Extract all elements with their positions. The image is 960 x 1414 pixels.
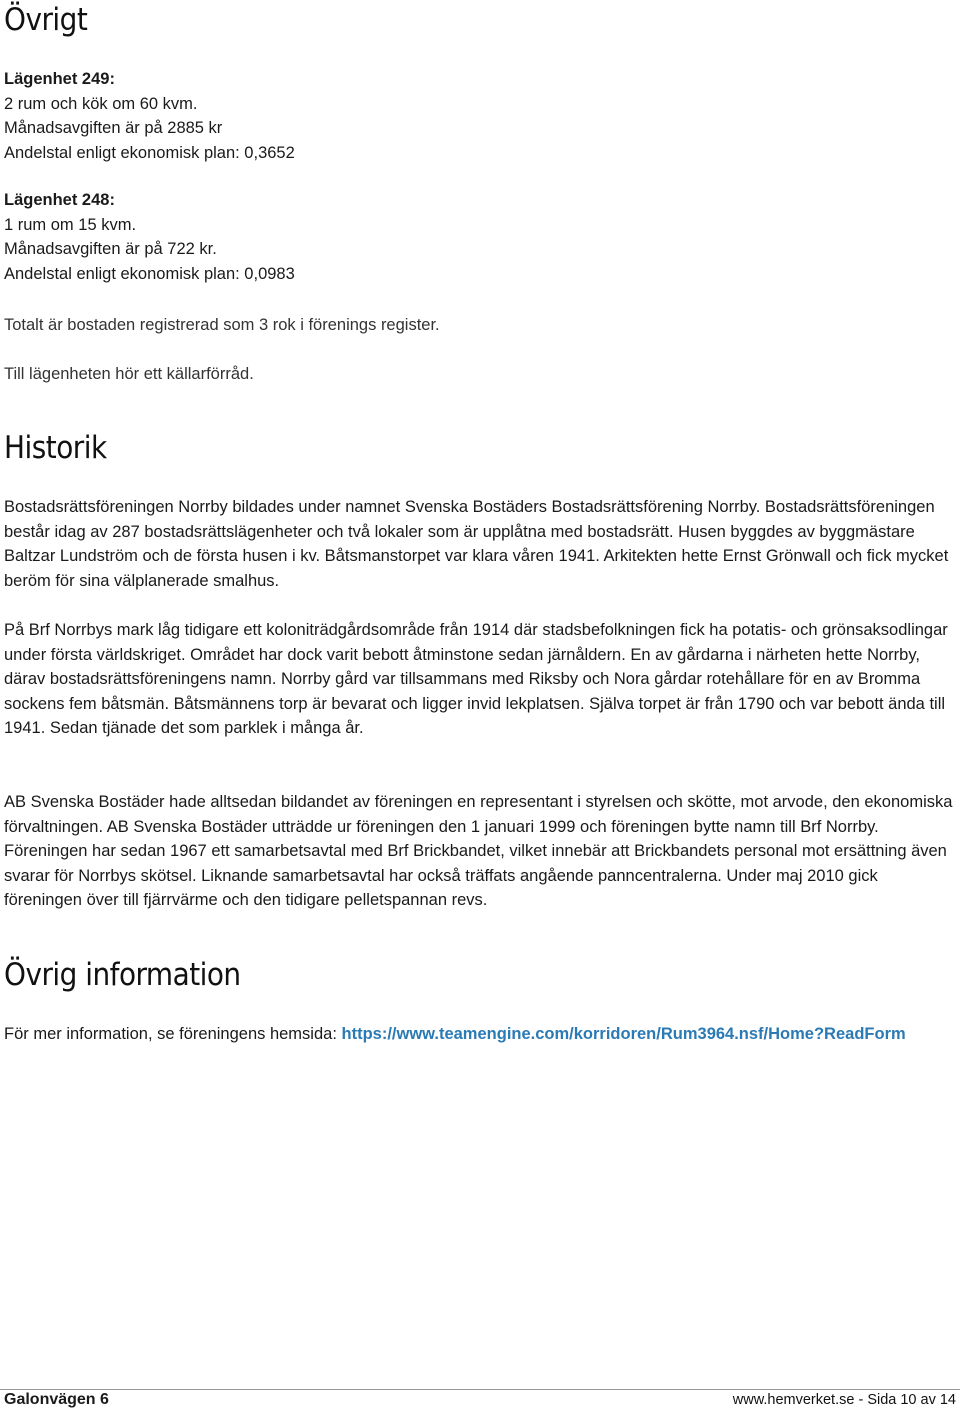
footer-address: Galonvägen 6 [4, 1391, 109, 1408]
footer-source: www.hemverket.se - Sida 10 av 14 [732, 1392, 956, 1408]
apartment-248-rooms: 1 rum om 15 kvm. [4, 215, 137, 234]
apartment-249-heading: Lägenhet 249: [4, 70, 115, 88]
section-title-historik: Historik [4, 430, 107, 466]
registration-note: Totalt är bostaden registrerad som 3 rok i förenings register. [4, 316, 440, 334]
storage-note: Till lägenheten hör ett källarförråd. [4, 365, 254, 383]
apartment-248-block [4, 188, 956, 286]
apartment-248-share: Andelstal enligt ekonomisk plan: 0,0983 [4, 264, 295, 283]
info-text: För mer information, se föreningens hemsida: [4, 1025, 342, 1043]
apartment-249-rooms: 2 rum och kök om 60 kvm. [4, 94, 198, 113]
apartment-249-fee: Månadsavgiften är på 2885 kr [4, 119, 223, 137]
apartment-249-block [4, 67, 956, 165]
apartment-248-fee: Månadsavgiften är på 722 kr. [4, 240, 217, 258]
history-paragraph-3: AB Svenska Bostäder hade alltsedan bildandet av föreningen en representant i styrelsen och skötte, mot arvode, den ekonomiska förvaltningen. AB Svenska Bostäder utträdde ur föreningen den 1 januari 1999 och föreningen bytte namn till Brf Norrby. Föreningen har sedan 1967 ett samarbetsavtal med Brf Brickbandet, vilket innebär att Brickbandets personal mot ersättning även svarar för Norrbys skötsel. Liknande samarbetsavtal har också träffats angående panncentralerna. Under maj 2010 gick föreningen över till fjärrvärme och den tidigare pelletspannan revs. [4, 793, 953, 909]
history-paragraph-1: Bostadsrättsföreningen Norrby bildades under namnet Svenska Bostäders Bostadsrättsförening Norrby. Bostadsrättsföreningen består idag av 287 bostadsrättslägenheter och två lokaler som är upplåtna med bostadsrätt. Husen byggdes av byggmästare Baltzar Lundström och de första husen i kv. Båtsmanstorpet var klara våren 1941. Arkitekten hette Ernst Grönwall och fick mycket beröm för sina välplanerade smalhus. [4, 498, 949, 590]
history-paragraph-2: På Brf Norrbys mark låg tidigare ett koloniträdgårdsområde från 1914 där stadsbefolkningen fick ha potatis- och grönsaksodlingar under första världskriget. Området har dock varit bebott åtminstone sedan järnåldern. En av gårdarna i närheten hette Norrby, därav bostadsrättsföreningens namn. Norrby gård var tillsammans med Riksby och Nora gårdar rotehållare för en av Bromma sockens fem båtsmän. Båtsmännens torp är bevarat och ligger invid lekplatsen. Själva torpet är från 1790 och var bebott ända till 1941. Sedan tjänade det som parklek i många år. [4, 621, 948, 737]
apartment-248-heading: Lägenhet 248: [4, 191, 115, 209]
website-link[interactable]: https://www.teamengine.com/korridoren/Rum3964.nsf/Home?ReadForm [341, 1025, 906, 1043]
section-title-ovrigt: Övrigt [4, 2, 88, 38]
apartment-249-share: Andelstal enligt ekonomisk plan: 0,3652 [4, 143, 295, 162]
section-title-info: Övrig information [4, 957, 241, 993]
footer-divider [0, 1389, 960, 1390]
info-paragraph [4, 1022, 956, 1047]
